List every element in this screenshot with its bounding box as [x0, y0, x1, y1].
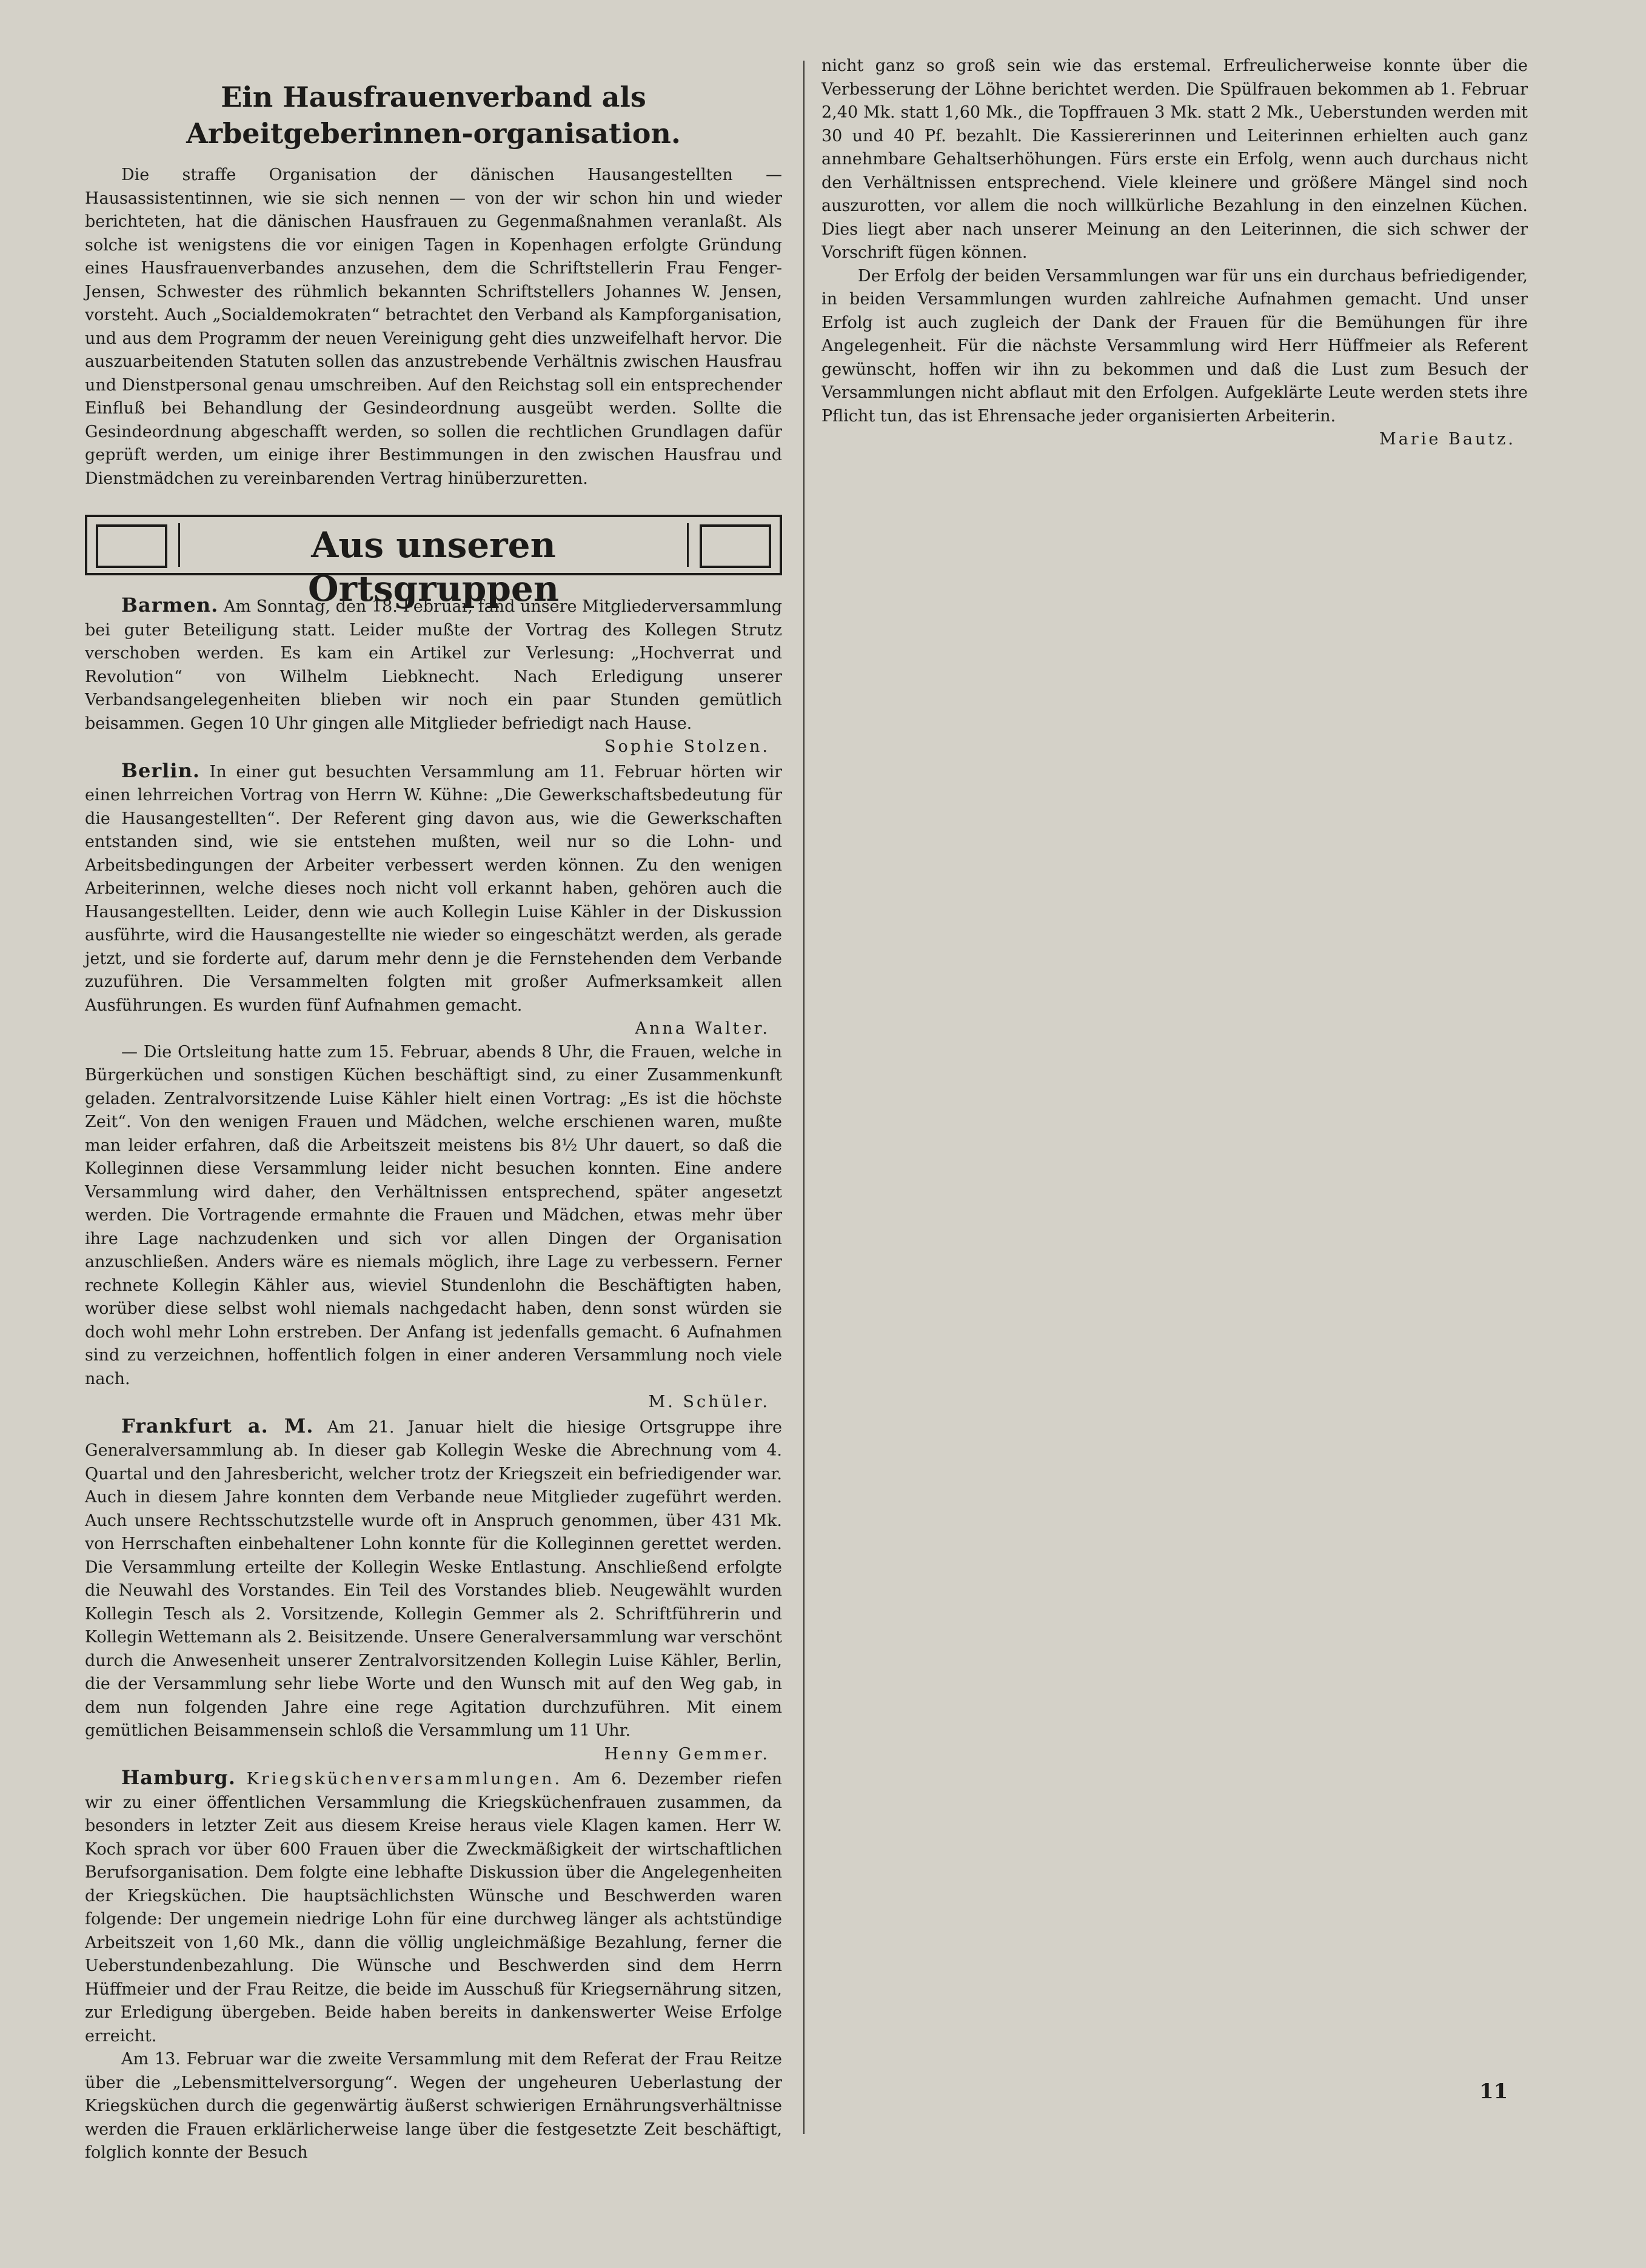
- city-heading: Hamburg.: [121, 1766, 236, 1789]
- left-column: [85, 55, 782, 2165]
- signature: Marie Bautz.: [1379, 430, 1516, 449]
- banner-ornament-right: [700, 524, 771, 568]
- report-berlin: [85, 759, 782, 1041]
- report-hamburg-continued-2: [821, 265, 1528, 452]
- signature: Sophie Stolzen.: [604, 737, 770, 756]
- report-text: Am 6. Dezember riefen wir zu einer öffentlichen Versammlung die Kriegsküchenfrauen zusammen, da besonders in letzter Zeit aus diesem Kreise heraus viele Klagen kamen. Herr W. Koch sprach vor über 600 Frauen über die Zweckmäßigkeit der wirtschaftlichen Berufsorganisation. Dem folgte eine lebhafte Diskussion über die Angelegenheiten der Kriegsküchen. Die hauptsächlichsten Wünsche und Beschwerden waren folgende: Der ungemein niedrige Lohn für eine durchweg länger als achtstündige Arbeitszeit von 1,60 Mk., dann die völlig ungleichmäßige Bezahlung, ferner die Ueberstundenbezahlung. Die Wünsche und Beschwerden sind dem Herrn Hüffmeier und der Frau Reitze, die beide im Ausschuß für Kriegsernährung sitzen, zur Erledigung übergeben. Beide haben bereits in dankenswerter Weise Erfolge erreicht.: [85, 1770, 783, 2046]
- banner-ornament-left: [96, 524, 167, 568]
- report-text: In einer gut besuchten Versammlung am 11. Februar hörten wir einen lehrreichen Vortrag von Herrn W. Kühne: „Die Gewerkschaftsbedeutung für die Hausangestellten“. Der Referent ging davon aus, wie die Gewerkschaften entstanden sind, wie sie entstehen mußten, weil nur so die Lohn- und Arbeitsbedingungen der Arbeiter verbessert werden können. Zu den wenigen Arbeiterinnen, welche dieses noch nicht voll erkannt haben, gehören auch die Hausangestellten. Leider, denn wie auch Kollegin Luise Kähler in der Diskussion ausführte, wird die Hausangestellte nie wieder so eingeschätzt werden, als gerade jetzt, und sie forderte auf, darum mehr denn je die Fernstehenden dem Verbande zuzuführen. Die Versammelten folgten mit großer Aufmerksamkeit allen Ausführungen. Es wurden fünf Aufnahmen gemacht.: [85, 762, 782, 1015]
- report-barmen: [85, 594, 782, 759]
- report-text: Am Sonntag, den 18. Februar, fand unsere Mitgliederversammlung bei guter Beteiligung statt. Leider mußte der Vortrag des Kollegen Strutz verschoben werden. Es kam ein Artikel zur Verlesung: „Hochverrat und Revolution“ von Wilhelm Liebknecht. Nach Erledigung unserer Verbandsangelegenheiten blieben wir noch ein paar Stunden gemütlich beisammen. Gegen 10 Uhr gingen alle Mitglieder befriedigt nach Hause.: [85, 597, 782, 733]
- city-heading: Frankfurt a. M.: [121, 1414, 314, 1437]
- article-title: Ein Hausfrauenverband als Arbeitgeberinnen-organisation.: [186, 81, 681, 150]
- report-text: Am 21. Januar hielt die hiesige Ortsgruppe ihre Generalversammlung ab. In dieser gab Kollegin Weske die Abrechnung vom 4. Quartal und den Jahresbericht, welcher trotz der Kriegszeit ein befriedigender war. Auch in diesem Jahre konnten dem Verbande neue Mitglieder zugeführt werden. Auch unsere Rechtsschutzstelle wurde oft in Anspruch genommen, über 431 Mk. von Herrschaften einbehaltener Lohn konnte für die Kolleginnen gerettet werden. Die Versammlung erteilte der Kollegin Weske Entlastung. Anschließend erfolgte die Neuwahl des Vorstandes. Ein Teil des Vorstandes blieb. Neugewählt wurden Kollegin Tesch als 2. Vorsitzende, Kollegin Gemmer als 2. Schriftführerin und Kollegin Wettemann als 2. Beisitzende. Unsere Generalversammlung war verschönt durch die Anwesenheit unserer Zentralvorsitzenden Kollegin Luise Kähler, Berlin, die der Versammlung sehr liebe Worte und den Wunsch mit auf den Weg gab, in dem nun folgenden Jahre eine rege Agitation durchzuführen. Mit einem gemütlichen Beisammensein schloß die Versammlung um 11 Uhr.: [85, 1417, 783, 1740]
- signature: M. Schüler.: [648, 1393, 770, 1411]
- article-body: Die straffe Organisation der dänischen Hausangestellten — Hausassistentinnen, wie sie sich nennen — von der wir schon hin und wieder berichteten, hat die dänischen Hausfrauen zu Gegenmaßnahmen veranlaßt. Als solche ist wenigstens die vor einigen Tagen in Kopenhagen erfolgte Gründung eines Hausfrauenverbandes anzusehen, dem die Schriftstellerin Frau Fenger-Jensen, Schwester des rühmlich bekannten Schriftstellers Johannes W. Jensen, vorsteht. Auch „Socialdemokraten“ betrachtet den Verband als Kampforganisation, und aus dem Programm der neuen Vereinigung geht dies unzweifelhaft hervor. Die auszuarbeitenden Statuten sollen das anzustrebende Verhältnis zwischen Hausfrau und Dienstpersonal genau umschreiben. Auf den Reichstag soll ein entsprechender Einfluß bei Behandlung der Gesindeordnung ausgeübt werden. Sollte die Gesindeordnung abgeschafft werden, so sollen die rechtlichen Grundlagen dafür geprüft werden, um einige ihrer Bestimmungen in den zwischen Hausfrau und Dienstmädchen zu vereinbarenden Vertrag hinüberzuretten.: [85, 166, 782, 488]
- column-divider: [803, 61, 805, 2134]
- signature: Anna Walter.: [635, 1019, 770, 1038]
- report-frankfurt: [85, 1414, 782, 1767]
- report-lead: Kriegsküchenversammlungen.: [246, 1770, 563, 1788]
- city-heading: Barmen.: [121, 594, 219, 617]
- report-text: Der Erfolg der beiden Versammlungen war für uns ein durchaus befriedigender, in beiden Versammlungen wurden zahlreiche Aufnahmen gemacht. Und unser Erfolg ist auch zugleich der Dank der Frauen für die Bemühungen für ihre Angelegenheit. Für die nächste Versammlung wird Herr Hüffmeier als Referent gewünscht, hoffen wir ihn zu bekommen und daß die Lust zum Besuch der Versammlungen nicht abflaut mit den Erfolgen. Aufgeklärte Leute werden stets ihre Pflicht tun, das ist Ehrensache jeder organisierten Arbeiterin.: [821, 266, 1528, 426]
- report-text: — Die Ortsleitung hatte zum 15. Februar, abends 8 Uhr, die Frauen, welche in Bürgerküchen und sonstigen Küchen beschäftigt sind, zu einer Zusammenkunft geladen. Zentralvorsitzende Luise Kähler hielt einen Vortrag: „Es ist die höchste Zeit“. Von den wenigen Frauen und Mädchen, welche erschienen waren, mußte man leider erfahren, daß die Arbeitszeit meistens bis 8½ Uhr dauert, so daß die Kolleginnen diese Versammlung leider nicht besuchen konnten. Eine andere Versammlung wird daher, den Verhältnissen entsprechend, später angesetzt werden. Die Vortragende ermahnte die Frauen und Mädchen, etwas mehr über ihre Lage nachzudenken und sich vor allen Dingen der Organisation anzuschließen. Anders wäre es niemals möglich, ihre Lage zu verbessern. Ferner rechnete Kollegin Kähler aus, wieviel Stundenlohn die Beschäftigten haben, worüber diese selbst wohl niemals nachgedacht haben, denn sonst würden sie doch wohl mehr Lohn erstreben. Der Anfang ist jedenfalls gemacht. 6 Aufnahmen sind zu verzeichnen, hoffentlich folgen in einer anderen Versammlung noch viele nach.: [85, 1042, 782, 1388]
- report-hamburg-2: Am 13. Februar war die zweite Versammlung mit dem Referat der Frau Reitze über die „Lebensmittelversorgung“. Wegen der ungeheuren Ueberlastung der Kriegsküchen durch die gegenwärtig äußerst schwierigen Ernährungsverhältnisse werden die Frauen erklärlicherweise lange über die festgesetzte Zeit beschäftigt, folglich konnte der Besuch: [85, 2050, 782, 2162]
- city-heading: Berlin.: [121, 758, 200, 782]
- page-number: 11: [1479, 2079, 1508, 2104]
- report-hamburg: [85, 1766, 782, 2048]
- report-berlin-2: [85, 1041, 782, 1414]
- section-banner-label: Aus unseren Ortsgruppen: [178, 523, 689, 567]
- report-hamburg-continued: nicht ganz so groß sein wie das erstemal. Erfreulicherweise konnte über die Verbesserung der Löhne berichtet werden. Die Spülfrauen bekommen ab 1. Februar 2,40 Mk. statt 1,60 Mk., die Topffrauen 3 Mk. statt 2 Mk., Ueberstunden werden mit 30 und 40 Pf. bezahlt. Die Kassiererinnen und Leiterinnen erhielten auch ganz annehmbare Gehaltserhöhungen. Fürs erste ein Erfolg, wenn auch durchaus nicht den Verhältnissen entsprechend. Viele kleinere und größere Mängel sind noch auszurotten, vor allem die noch willkürliche Bezahlung in den einzelnen Küchen. Dies liegt aber nach unserer Meinung an den Leiterinnen, die sich schwer der Vorschrift fügen können.: [821, 56, 1528, 262]
- signature: Henny Gemmer.: [604, 1744, 770, 1764]
- right-column: [821, 55, 1528, 452]
